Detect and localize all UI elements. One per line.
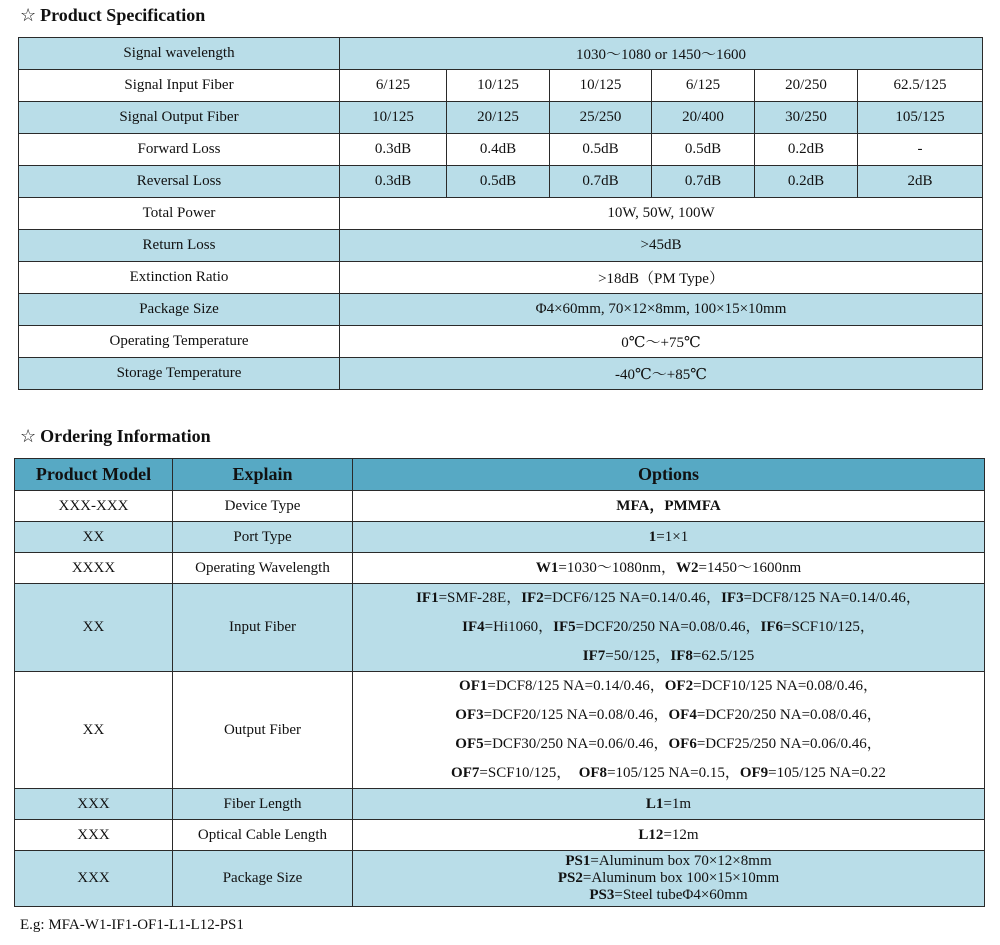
spec-row [19,102,983,134]
option-code: PS3 [589,887,615,903]
spec-cell: 6/125 [652,70,755,102]
options-line [357,759,980,788]
option-text: =SCF10/125， [479,765,579,781]
option-code: OF6 [668,736,697,752]
option-text: =1450～1600nm [698,559,802,576]
spec-table [18,37,983,390]
option-code: 1 [648,528,657,545]
options-cell [353,553,985,584]
explain-cell: Fiber Length [173,789,353,820]
options-cell [353,789,985,820]
spec-cell: 10/125 [550,70,652,102]
spec-row-label: Package Size [19,294,340,326]
option-code: L1 [645,795,664,812]
product-model-cell: XX [15,672,173,789]
spec-cell: 0.2dB [755,166,858,198]
product-model-cell: XX [15,522,173,553]
option-code: OF8 [578,765,608,781]
spec-row-value: >45dB [340,230,983,262]
spec-cell: 30/250 [755,102,858,134]
option-text: =SMF-28E， [438,590,522,606]
options-line [357,730,980,759]
option-text: =105/125 NA=0.22 [768,765,886,781]
explain-cell: Input Fiber [173,584,353,672]
options-line [357,642,980,671]
ordering-section-title [20,425,211,447]
options-cell [353,820,985,851]
options-line [357,790,980,819]
option-text: =DCF6/125 NA=0.14/0.46， [543,590,722,606]
spec-row-value: 1030～1080 or 1450～1600 [340,38,983,70]
option-text: =SCF10/125， [783,619,875,635]
explain-cell: Optical Cable Length [173,820,353,851]
options-line [357,853,980,870]
spec-row [19,230,983,262]
options-cell [353,491,985,522]
option-code: OF7 [451,765,480,781]
options-line [357,821,980,850]
options-line [357,523,980,552]
ordering-row [15,851,985,907]
spec-cell: 105/125 [858,102,983,134]
option-text: =DCF8/125 NA=0.14/0.46， [743,590,921,606]
spec-row [19,134,983,166]
spec-cell: 0.3dB [340,134,447,166]
option-text: =Aluminum box 70×12×8mm [590,853,772,869]
spec-cell: 62.5/125 [858,70,983,102]
spec-row-value: Φ4×60mm, 70×12×8mm, 100×15×10mm [340,294,983,326]
option-code: OF2 [664,678,694,694]
options-line [357,887,980,904]
option-code: OF1 [459,678,488,694]
option-text: =DCF10/125 NA=0.08/0.46， [693,678,878,694]
example-code: E.g: MFA-W1-IF1-OF1-L1-L12-PS1 [20,917,244,933]
options-line [357,492,980,521]
product-model-cell: XXX-XXX [15,491,173,522]
options-line [357,613,980,642]
spec-cell: 20/400 [652,102,755,134]
product-model-cell: XXX [15,851,173,907]
option-text: =105/125 NA=0.15， [607,765,740,781]
spec-cell: 2dB [858,166,983,198]
option-code: IF2 [521,590,544,606]
option-code: IF4 [462,619,485,635]
spec-row [19,262,983,294]
spec-row-value: -40℃～+85℃ [340,358,983,390]
explain-cell: Output Fiber [173,672,353,789]
option-code: OF4 [668,707,697,723]
option-code: IF8 [670,648,693,664]
options-cell [353,584,985,672]
ordering-row [15,584,985,672]
ordering-row [15,491,985,522]
product-model-cell: XXX [15,789,173,820]
explain-cell: Operating Wavelength [173,553,353,584]
spec-row [19,358,983,390]
ordering-row [15,672,985,789]
option-code: L12 [638,826,664,843]
option-text: =DCF20/250 NA=0.08/0.46， [696,707,882,723]
spec-cell: 10/125 [340,102,447,134]
product-model-cell: XX [15,584,173,672]
option-text: =1030～1080nm， [558,559,676,576]
spec-row-label: Signal wavelength [19,38,340,70]
spec-cell: 10/125 [447,70,550,102]
spec-cell: 6/125 [340,70,447,102]
option-text: =62.5/125 [692,648,755,664]
spec-row-label: Total Power [19,198,340,230]
spec-row-value: >18dB（PM Type） [340,262,983,294]
spec-cell: 0.4dB [447,134,550,166]
spec-cell: 0.5dB [550,134,652,166]
options-line [357,584,980,613]
option-code: OF3 [455,707,484,723]
options-line [357,672,980,701]
ordering-table [14,458,985,907]
explain-cell: Port Type [173,522,353,553]
spec-cell: 0.7dB [550,166,652,198]
option-text: =DCF25/250 NA=0.06/0.46， [696,736,882,752]
ordering-row [15,553,985,584]
option-code: IF5 [553,619,576,635]
option-text: =1×1 [656,528,689,545]
option-text: =50/125， [605,648,671,664]
spec-row [19,38,983,70]
option-code: IF3 [721,590,744,606]
spec-row [19,294,983,326]
options-cell [353,672,985,789]
option-code: MFA，PMMFA [616,497,721,514]
option-text: =DCF8/125 NA=0.14/0.46， [487,678,665,694]
option-code: IF1 [416,590,439,606]
ordering-row [15,820,985,851]
spec-cell: 0.5dB [652,134,755,166]
spec-cell: 20/250 [755,70,858,102]
header-product-model: Product Model [15,459,173,491]
spec-section-title [20,4,205,26]
option-text: =DCF30/250 NA=0.06/0.46， [483,736,669,752]
spec-cell: 0.5dB [447,166,550,198]
spec-row-label: Extinction Ratio [19,262,340,294]
options-line [357,870,980,887]
spec-cell: - [858,134,983,166]
option-code: IF7 [582,648,606,664]
spec-row [19,70,983,102]
spec-row-label: Forward Loss [19,134,340,166]
spec-row [19,326,983,358]
spec-row-label: Signal Output Fiber [19,102,340,134]
explain-cell: Package Size [173,851,353,907]
option-code: PS1 [565,853,591,869]
spec-row [19,198,983,230]
spec-cell: 0.3dB [340,166,447,198]
option-code: W2 [676,559,699,576]
star-icon: ☆ [20,5,37,25]
option-code: IF6 [760,619,783,635]
options-line [357,701,980,730]
spec-row-label: Operating Temperature [19,326,340,358]
option-text: =DCF20/250 NA=0.08/0.46， [575,619,761,635]
options-cell [353,522,985,553]
ordering-header-row [15,459,985,491]
option-code: OF9 [739,765,769,781]
option-code: W1 [535,559,559,576]
option-code: OF5 [455,736,484,752]
spec-row-label: Signal Input Fiber [19,70,340,102]
spec-cell: 0.2dB [755,134,858,166]
option-text: =1m [663,795,692,812]
option-text: =12m [663,826,699,843]
options-line [357,554,980,583]
product-model-cell: XXXX [15,553,173,584]
spec-row-value: 10W, 50W, 100W [340,198,983,230]
spec-cell: 0.7dB [652,166,755,198]
ordering-row [15,522,985,553]
option-text: =Steel tubeΦ4×60mm [614,887,748,903]
spec-cell: 25/250 [550,102,652,134]
spec-row-value: 0℃～+75℃ [340,326,983,358]
option-text: =Aluminum box 100×15×10mm [582,870,780,886]
spec-row-label: Storage Temperature [19,358,340,390]
option-code: PS2 [557,870,583,886]
spec-cell: 20/125 [447,102,550,134]
options-cell [353,851,985,907]
header-explain: Explain [173,459,353,491]
ordering-title-text: Ordering Information [40,426,211,446]
option-text: =DCF20/125 NA=0.08/0.46， [483,707,669,723]
spec-title-text: Product Specification [40,5,206,25]
spec-row-label: Reversal Loss [19,166,340,198]
explain-cell: Device Type [173,491,353,522]
star-icon: ☆ [20,426,37,446]
spec-row [19,166,983,198]
spec-row-label: Return Loss [19,230,340,262]
header-options: Options [353,459,985,491]
option-text: =Hi1060， [484,619,554,635]
product-model-cell: XXX [15,820,173,851]
ordering-row [15,789,985,820]
